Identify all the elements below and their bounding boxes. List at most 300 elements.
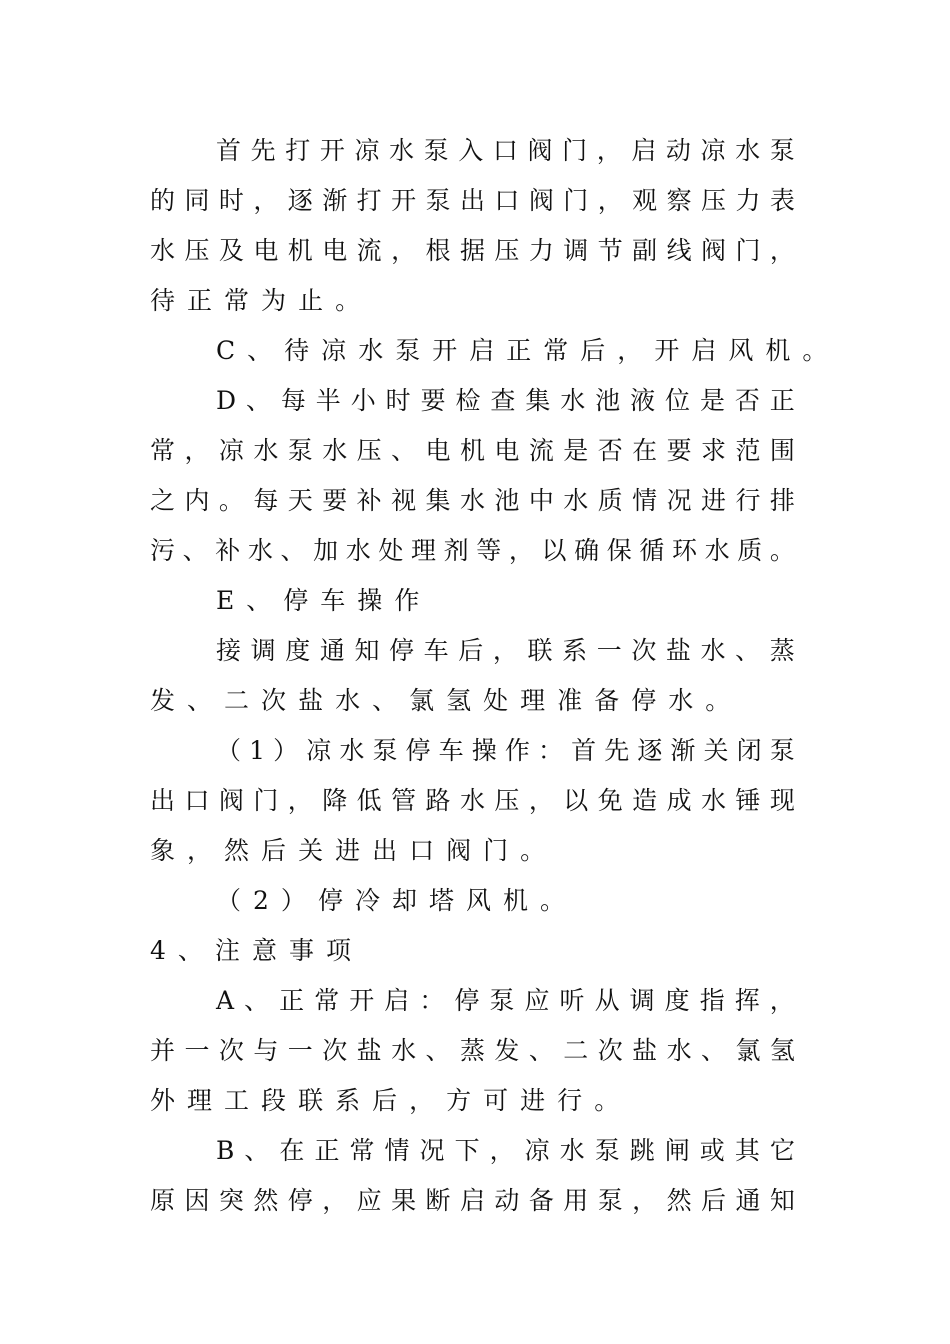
text-char: 关 [703,736,729,765]
text-char: 闭 [736,736,762,765]
text-char: 启 [469,336,495,365]
text-char: 否 [734,386,760,415]
text-char: 风 [466,886,492,915]
text-line [216,981,795,1021]
text-char: 以 [563,786,589,815]
text-char: 低 [356,786,382,815]
text-line [150,181,795,221]
text-char: A [216,986,235,1015]
text-char: 要 [322,486,348,515]
text-char: 水 [459,486,485,515]
text-char: 系 [562,636,588,665]
text-char: 、 [528,1036,554,1065]
text-line [216,331,828,371]
text-char: 电 [425,436,451,465]
text-char: 泵 [769,136,795,165]
text-char: 作 [394,586,420,615]
text-char: 泵 [594,1136,620,1165]
text-char: 停 [454,986,480,1015]
text-char: 降 [322,786,348,815]
text-char: 、 [391,436,417,465]
text-char: 动 [665,136,691,165]
text-char: 造 [632,786,658,815]
text-char: 意 [251,936,277,965]
text-line [150,231,795,271]
text-char: 盐 [665,636,691,665]
text-char: 力 [735,186,761,215]
text-char: 进 [701,486,727,515]
text-char: 渐 [670,736,696,765]
section-heading [150,931,795,971]
text-char: 以 [541,536,567,565]
text-char: ， [528,786,554,815]
text-char: 水 [701,786,727,815]
text-char: 锤 [735,786,761,815]
text-char: 蒸 [459,1036,485,1065]
text-char: 它 [769,1136,795,1165]
text-char: 准 [557,686,583,715]
text-char: 阀 [527,136,553,165]
text-char: 因 [184,1186,210,1215]
text-char: 池 [595,386,621,415]
text-char: 是 [699,386,725,415]
text-char: 或 [699,1136,725,1165]
text-char: 正 [314,1136,340,1165]
text-char: 水 [666,1036,692,1065]
text-char: 要 [666,436,692,465]
text-char: 常 [349,1136,375,1165]
text-char: 水 [668,686,694,715]
text-char: 。 [520,836,546,865]
text-char: 口 [184,786,210,815]
text-char: 、 [372,686,398,715]
text-char: 理 [411,536,437,565]
text-char: 。 [540,886,566,915]
text-char: 副 [632,236,658,265]
text-char: 压 [184,236,210,265]
text-char: 水 [389,136,415,165]
text-char: 力 [528,236,554,265]
text-char: 液 [630,386,656,415]
text-char: 及 [218,236,244,265]
text-char: 知 [769,1186,795,1215]
text-char: 停 [405,736,431,765]
text-char: 水 [459,786,485,815]
text-char: ， [492,636,518,665]
text-line [216,381,795,421]
text-char: 启 [384,986,410,1015]
text-char: 原 [150,1186,176,1215]
text-char: 启 [691,336,717,365]
text-char: 门 [483,836,509,865]
text-char: 是 [563,436,589,465]
text-char: 视 [391,486,417,515]
text-char: 启 [459,1186,485,1215]
text-char: 动 [494,1186,520,1215]
text-char: 停 [283,586,309,615]
text-char: 、 [182,536,208,565]
text-char: 逐 [287,186,313,215]
text-char: 理 [520,686,546,715]
text-char: 水 [335,686,361,715]
text-char: 时 [218,186,244,215]
text-char: 待 [150,286,176,315]
text-char: 中 [528,486,554,515]
text-char: 况 [419,1136,445,1165]
text-char: 先 [250,136,276,165]
text-char: 理 [187,1086,213,1115]
text-char: 泵 [287,436,313,465]
text-char: 水 [339,736,365,765]
text-char: 关 [298,836,324,865]
text-char: 求 [701,436,727,465]
text-char: 4 [150,936,166,965]
text-char: 泵 [769,736,795,765]
text-char: 内 [184,486,210,515]
text-char: 保 [606,536,632,565]
text-char: 阀 [218,786,244,815]
text-char: 口 [409,836,435,865]
text-char: 检 [455,386,481,415]
text-char: ， [508,536,534,565]
text-char: 度 [664,986,690,1015]
text-char: 常 [543,336,569,365]
text-char: 正 [187,286,213,315]
text-char: 水 [700,636,726,665]
text-line [150,831,795,871]
text-char: 、 [187,686,213,715]
text-char: 补 [215,536,241,565]
text-char: 调 [250,636,276,665]
text-char: 突 [218,1186,244,1215]
text-char: 。 [802,336,828,365]
text-char: 凉 [354,136,380,165]
text-line [150,681,795,721]
text-char: 泵 [372,736,398,765]
text-char: 水 [150,236,176,265]
text-char: 开 [654,336,680,365]
text-char: 电 [494,436,520,465]
text-char: 一 [596,636,622,665]
text-char: 蒸 [769,636,795,665]
text-char: 通 [319,636,345,665]
text-char: 行 [735,486,761,515]
text-char: 次 [261,686,287,715]
text-char: 口 [494,186,520,215]
text-char: 线 [666,236,692,265]
text-char: 管 [391,786,417,815]
text-char: 流 [356,236,382,265]
text-char: 盐 [632,1036,658,1065]
text-char: 。 [769,536,795,565]
text-char: 调 [629,986,655,1015]
text-char: 查 [490,386,516,415]
text-char: 凉 [321,336,347,365]
text-char: 。 [705,686,731,715]
text-char: 水 [704,536,730,565]
text-char: 止 [298,286,324,315]
text-char: ， [184,436,210,465]
text-char: （ [216,736,242,765]
text-char: 水 [391,1036,417,1065]
text-char: 塔 [428,886,454,915]
text-char: 项 [325,936,351,965]
text-char: 在 [632,436,658,465]
text-char: ， [597,186,623,215]
text-char: 阀 [528,186,554,215]
text-char: 氢 [446,686,472,715]
text-char: ） [273,736,299,765]
text-char: 水 [735,136,761,165]
text-char: 行 [557,1086,583,1115]
text-char: 与 [253,1036,279,1065]
text-char: 然 [224,836,250,865]
text-char: 同 [184,186,210,215]
text-char: 次 [218,1036,244,1065]
text-char: 断 [425,1186,451,1215]
text-char: 流 [528,436,554,465]
text-char: 等 [476,536,502,565]
text-char: 、 [247,336,273,365]
text-char: 风 [728,336,754,365]
text-char: 、 [244,986,270,1015]
text-char: 泵 [425,186,451,215]
text-char: 凉 [700,136,726,165]
text-char: 氯 [409,686,435,715]
text-char: 出 [372,836,398,865]
text-line [216,131,795,171]
text-char: 次 [322,1036,348,1065]
text-char: ， [617,336,643,365]
text-char: 、 [244,1136,270,1165]
text-char: 门 [253,786,279,815]
text-char: 加 [313,536,339,565]
text-char: ， [769,236,795,265]
text-char: 通 [735,1186,761,1215]
text-char: 逐 [637,736,663,765]
text-char: 处 [483,686,509,715]
text-char: 正 [769,386,795,415]
text-char: 闸 [664,1136,690,1165]
text-char: 2 [253,886,269,915]
text-char: 、 [245,386,271,415]
text-char: 水 [358,336,384,365]
text-char: 机 [287,236,313,265]
text-line [150,781,795,821]
text-char: 冷 [354,886,380,915]
text-char: 门 [562,136,588,165]
text-char: 段 [261,1086,287,1115]
text-char: 开 [319,136,345,165]
text-char: E [216,586,235,615]
text-line [216,881,795,921]
text-char: 进 [335,836,361,865]
text-char: 情 [632,486,658,515]
text-char: 之 [150,486,176,515]
text-char: ， [322,1186,348,1215]
text-char: 。 [594,1086,620,1115]
text-char: 联 [527,636,553,665]
text-char: 环 [672,536,698,565]
text-char: 操 [357,586,383,615]
text-line [150,531,795,571]
text-char: 首 [216,136,242,165]
text-char: 时 [385,386,411,415]
text-char: 机 [459,436,485,465]
text-char: 据 [459,236,485,265]
text-char: D [216,386,237,415]
text-char: 为 [261,286,287,315]
text-char: 二 [563,1036,589,1065]
text-char: 其 [734,1136,760,1165]
text-char: ） [280,886,306,915]
text-char: 次 [597,1036,623,1065]
text-char: 况 [666,486,692,515]
text-char: 阀 [446,836,472,865]
text-line [150,1181,795,1221]
text-char: 正 [279,986,305,1015]
text-char: 停 [287,1186,313,1215]
text-char: 水 [345,536,371,565]
text-char: 系 [335,1086,361,1115]
text-char: B [216,1136,235,1165]
text-char: 停 [389,636,415,665]
text-char: 围 [769,436,795,465]
text-char: 待 [284,336,310,365]
text-char: 情 [384,1136,410,1165]
text-char: 工 [224,1086,250,1115]
text-char: 小 [350,386,376,415]
text-char: 跳 [629,1136,655,1165]
text-char: 泵 [597,1186,623,1215]
text-char: 氯 [735,1036,761,1065]
text-char: 、 [246,586,272,615]
text-char: 下 [454,1136,480,1165]
text-char: 水 [559,1136,585,1165]
text-char: 常 [314,986,340,1015]
text-line [216,1131,795,1171]
text-char: 路 [425,786,451,815]
text-char: 常 [224,286,250,315]
text-char: 污 [150,536,176,565]
text-char: 池 [494,486,520,515]
text-line [216,631,795,671]
text-char: 泵 [423,136,449,165]
text-char: ， [632,1186,658,1215]
text-char: 凉 [524,1136,550,1165]
text-char: 备 [594,686,620,715]
text-char: ， [287,786,313,815]
text-char: 可 [483,1086,509,1115]
text-char: 根 [425,236,451,265]
text-line [150,481,795,521]
text-char: 车 [423,636,449,665]
text-char: 指 [699,986,725,1015]
text-char: 后 [580,336,606,365]
text-char: 后 [372,1086,398,1115]
text-char: 电 [322,236,348,265]
text-line [150,281,795,321]
text-char: 联 [298,1086,324,1115]
text-char: 应 [356,1186,382,1215]
text-char: 水 [560,386,586,415]
text-char: 盐 [298,686,324,715]
text-char: 果 [391,1186,417,1215]
text-char: 挥 [734,986,760,1015]
text-char: 调 [563,236,589,265]
text-char: 开 [432,336,458,365]
text-char: 免 [597,786,623,815]
text-char: 否 [597,436,623,465]
text-char: 的 [150,186,176,215]
text-char: 二 [224,686,250,715]
text-char: 注 [214,936,240,965]
text-char: 正 [506,336,532,365]
text-char: 象 [150,836,176,865]
text-char: 剂 [443,536,469,565]
text-char: ， [596,136,622,165]
text-char: 。 [335,286,361,315]
text-char: 首 [571,736,597,765]
text-char: 盐 [356,1036,382,1065]
text-char: 在 [279,1136,305,1165]
text-char: 车 [320,586,346,615]
text-char: 门 [563,186,589,215]
text-char: 现 [769,786,795,815]
text-char: 、 [701,1036,727,1065]
text-char: 渐 [322,186,348,215]
text-char: 质 [597,486,623,515]
text-char: 成 [666,786,692,815]
text-char: C [216,336,236,365]
text-char: 接 [216,636,242,665]
text-char: 每 [280,386,306,415]
text-char: 机 [765,336,791,365]
text-char: 停 [631,686,657,715]
text-char: 听 [559,986,585,1015]
text-char: 发 [494,1036,520,1065]
text-char: 排 [769,486,795,515]
text-char: 范 [735,436,761,465]
text-char: 泵 [395,336,421,365]
text-char: 处 [378,536,404,565]
text-char: ： [419,986,445,1015]
text-char: 要 [420,386,446,415]
text-char: 察 [666,186,692,215]
text-char: 表 [769,186,795,215]
text-char: 水 [247,536,273,565]
text-char: 电 [253,236,279,265]
text-char: ， [489,1136,515,1165]
text-char: 打 [285,136,311,165]
text-char: 后 [458,636,484,665]
text-char: 循 [639,536,665,565]
text-char: 阀 [701,236,727,265]
text-char: 进 [520,1086,546,1115]
text-char: 后 [261,836,287,865]
text-char: 出 [459,186,485,215]
text-char: 口 [492,136,518,165]
text-char: 后 [701,1186,727,1215]
text-char: ， [187,836,213,865]
text-char: 知 [354,636,380,665]
text-char: 先 [604,736,630,765]
text-char: 压 [494,786,520,815]
section-heading [216,581,795,621]
text-char: 出 [150,786,176,815]
text-char: 、 [280,536,306,565]
text-char: 然 [666,1186,692,1215]
